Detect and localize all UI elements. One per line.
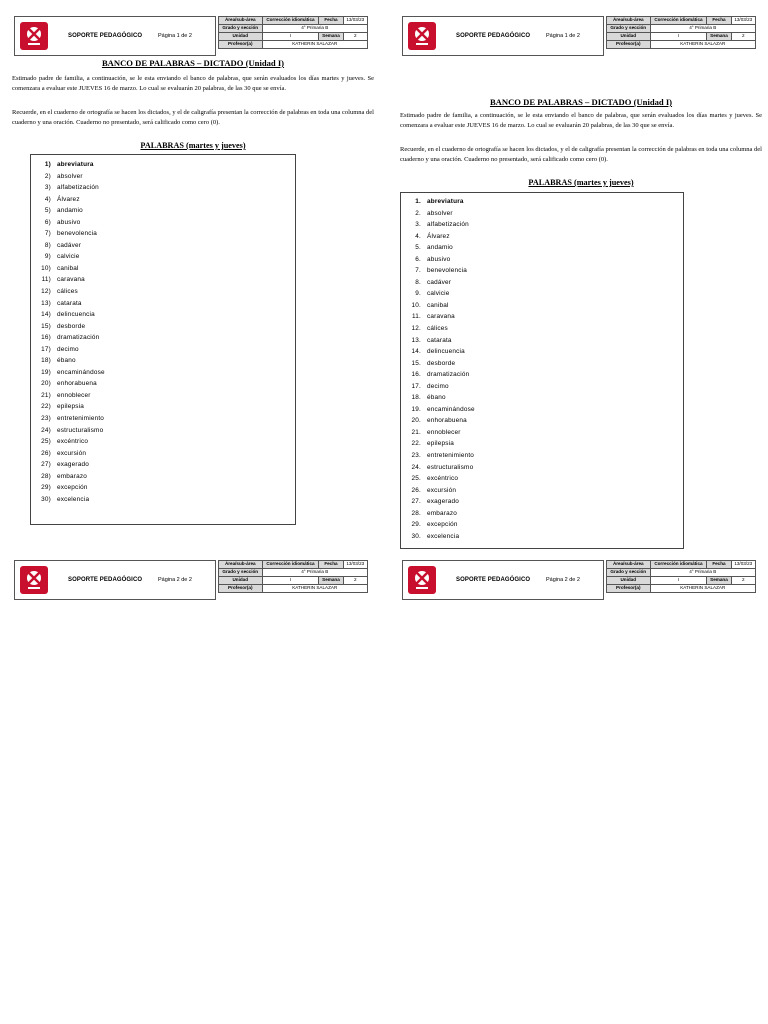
word-text: andamio (427, 244, 453, 252)
word-text: Álvarez (427, 232, 450, 240)
header-title: SOPORTE PEDAGÓGICO (68, 33, 143, 39)
semana-value: 2 (731, 577, 755, 585)
word-number: 5) (44, 207, 51, 215)
document-title: BANCO DE PALABRAS – DICTADO (Unidad I) (489, 97, 673, 107)
word-text: enhorabuena (427, 417, 467, 425)
word-number: 13. (411, 336, 421, 344)
unidad-value: I (262, 577, 319, 585)
profesor-value: KATHERIN SALAZAR (650, 585, 755, 593)
area-value: Corrección idiomática (262, 561, 319, 569)
area-label: Área/sub-área (219, 561, 263, 569)
word-number: 2. (415, 209, 421, 217)
page-header-2 (402, 560, 760, 600)
word-number: 18. (411, 394, 421, 402)
header-box (14, 560, 216, 600)
unidad-label: Unidad (219, 577, 263, 585)
word-number: 3) (44, 184, 51, 192)
word-number: 10) (41, 264, 51, 272)
semana-value: 2 (343, 33, 367, 41)
word-number: 16) (41, 334, 51, 342)
word-list-item (401, 311, 683, 323)
word-list-item (31, 286, 295, 298)
word-number: 9. (415, 290, 421, 298)
word-list-box (400, 192, 684, 549)
word-number: 1) (44, 161, 51, 168)
word-text: desborde (57, 322, 86, 330)
word-text: dramatización (57, 334, 100, 342)
word-list-item (31, 171, 295, 183)
word-number: 30. (411, 532, 421, 540)
fecha-label: Fecha (707, 561, 731, 569)
header-box (14, 16, 216, 56)
word-list-item (401, 196, 683, 208)
area-label: Área/sub-área (219, 17, 263, 25)
word-list-item (401, 277, 683, 289)
word-list-item (401, 231, 683, 243)
word-text: calvicie (427, 290, 450, 298)
word-number: 20) (41, 380, 51, 388)
word-text: excursión (427, 486, 457, 494)
word-list-item (31, 332, 295, 344)
word-number: 29) (41, 484, 51, 492)
word-number: 23) (41, 415, 51, 423)
word-text: encaminándose (57, 368, 105, 376)
word-list-item (401, 404, 683, 416)
word-text: cadáver (427, 278, 452, 286)
word-list-item (31, 298, 295, 310)
word-number: 27) (41, 461, 51, 469)
header-title: SOPORTE PEDAGÓGICO (456, 33, 531, 39)
word-list-item (401, 288, 683, 300)
word-text: absolver (427, 209, 453, 217)
word-list-item (31, 482, 295, 494)
word-text: excepción (427, 521, 458, 529)
words-heading: PALABRAS (martes y jueves) (528, 178, 634, 187)
word-list-item (31, 194, 295, 206)
word-number: 8. (415, 278, 421, 286)
word-number: 11) (41, 276, 51, 284)
grado-label: Grado y sección (219, 569, 263, 577)
word-number: 19. (411, 405, 421, 413)
word-list-item (401, 346, 683, 358)
header-title: SOPORTE PEDAGÓGICO (68, 577, 143, 583)
word-text: excelencia (427, 532, 460, 540)
word-list-item (401, 208, 683, 220)
page-indicator: Página 2 de 2 (546, 577, 580, 583)
word-text: caravana (57, 276, 85, 284)
fecha-value: 13/03/23 (343, 17, 367, 25)
word-number: 13) (41, 299, 51, 307)
word-text: benevolencia (57, 230, 98, 238)
word-text: embarazo (57, 472, 88, 480)
word-text: ébano (427, 394, 446, 402)
word-number: 16. (411, 371, 421, 379)
header-title: SOPORTE PEDAGÓGICO (456, 577, 531, 583)
word-list-item (31, 321, 295, 333)
word-text: absolver (57, 172, 83, 180)
area-value: Corrección idiomática (650, 17, 707, 25)
word-text: Álvarez (57, 195, 80, 203)
word-text: catarata (57, 299, 82, 307)
word-number: 30) (41, 495, 51, 503)
header-info-table (606, 560, 756, 593)
unidad-label: Unidad (219, 33, 263, 41)
word-list-item (401, 531, 683, 543)
word-list-item (31, 494, 295, 506)
semana-label: Semana (319, 33, 343, 41)
word-text: ébano (57, 357, 76, 365)
semana-label: Semana (707, 577, 731, 585)
word-text: alfabetización (427, 221, 469, 229)
word-text: abusivo (57, 218, 81, 226)
word-list-item (31, 425, 295, 437)
word-number: 11. (411, 313, 421, 321)
word-text: entretenimiento (57, 415, 105, 423)
header-info-table (218, 16, 368, 49)
word-text: calvicie (57, 253, 80, 261)
school-logo (20, 566, 48, 594)
word-number: 14. (411, 348, 421, 356)
fecha-label: Fecha (319, 561, 343, 569)
word-text: epilepsia (427, 440, 455, 448)
grado-value: 4° Primaria B (650, 25, 755, 33)
word-list-item (401, 415, 683, 427)
word-number: 5. (415, 244, 421, 252)
fecha-label: Fecha (319, 17, 343, 25)
word-text: excéntrico (57, 438, 89, 446)
word-list-item (31, 159, 295, 171)
fecha-value: 13/03/23 (343, 561, 367, 569)
word-list-item (31, 378, 295, 390)
word-list (401, 196, 683, 542)
word-number: 15) (41, 322, 51, 330)
word-list-item (31, 251, 295, 263)
profesor-label: Profesor(a) (607, 585, 651, 593)
word-text: delincuencia (427, 348, 465, 356)
word-list-item (31, 471, 295, 483)
word-number: 6) (44, 218, 51, 226)
word-list-item (31, 228, 295, 240)
fecha-value: 13/03/23 (731, 561, 755, 569)
page-header-2 (14, 560, 372, 600)
word-number: 6. (415, 255, 421, 263)
profesor-value: KATHERIN SALAZAR (262, 585, 367, 593)
word-text: catarata (427, 336, 452, 344)
word-list-item (401, 519, 683, 531)
word-number: 8) (44, 241, 51, 249)
header-box (402, 16, 604, 56)
word-text: epilepsia (57, 403, 85, 411)
word-text: excéntrico (427, 475, 459, 483)
grado-value: 4° Primaria B (650, 569, 755, 577)
word-list-item (31, 355, 295, 367)
word-list-item (401, 358, 683, 370)
word-number: 3. (415, 221, 421, 229)
fecha-label: Fecha (707, 17, 731, 25)
word-list-item (401, 369, 683, 381)
unidad-value: I (650, 577, 707, 585)
intro-paragraph: Estimado padre de familia, a continuación, se le esta enviando el banco de palabras, que serán evaluados los días martes y jueves. Se comenzara a evaluar este JUEVES 16 de marzo. Lo cual se evaluarán 20 palabras, de las 30 que se envía. (12, 75, 374, 92)
page-indicator: Página 1 de 2 (546, 33, 580, 39)
word-number: 12) (41, 288, 51, 296)
grado-label: Grado y sección (607, 25, 651, 33)
word-number: 4) (44, 195, 51, 203)
school-logo (408, 566, 436, 594)
word-number: 18) (41, 357, 51, 365)
word-text: estructuralismo (427, 463, 474, 471)
word-list-item (401, 508, 683, 520)
word-text: delincuencia (57, 311, 95, 319)
words-heading: PALABRAS (martes y jueves) (140, 141, 246, 150)
document-page-left (8, 0, 378, 1024)
profesor-label: Profesor(a) (607, 41, 651, 49)
word-number: 15. (411, 359, 421, 367)
semana-value: 2 (343, 577, 367, 585)
word-text: excepción (57, 484, 88, 492)
word-text: exagerado (427, 498, 460, 506)
word-text: desborde (427, 359, 456, 367)
word-number: 23. (411, 452, 421, 460)
word-list-item (401, 438, 683, 450)
word-list-item (401, 300, 683, 312)
word-list-item (401, 392, 683, 404)
intro-paragraph: Estimado padre de familia, a continuación, se le esta enviando el banco de palabras, que serán evaluados los días martes y jueves. Se comenzara a evaluar este JUEVES 16 de marzo. Lo cual se evaluarán 20 palabras, de las 30 que se envía. (400, 112, 762, 129)
area-label: Área/sub-área (607, 561, 651, 569)
word-list-item (31, 274, 295, 286)
word-text: enhorabuena (57, 380, 97, 388)
word-number: 28) (41, 472, 51, 480)
word-list-item (31, 390, 295, 402)
page-indicator: Página 2 de 2 (158, 577, 192, 583)
word-number: 28. (411, 509, 421, 517)
word-text: dramatización (427, 371, 470, 379)
word-text: decimo (57, 345, 79, 353)
header-info-table (606, 16, 756, 49)
word-number: 25. (411, 475, 421, 483)
word-number: 4. (415, 232, 421, 240)
word-list-item (31, 448, 295, 460)
word-text: ennoblecer (427, 428, 461, 436)
profesor-label: Profesor(a) (219, 41, 263, 49)
school-logo (20, 22, 48, 50)
word-text: abreviatura (57, 161, 94, 168)
school-logo (408, 22, 436, 50)
profesor-value: KATHERIN SALAZAR (262, 41, 367, 49)
document-page-right (396, 0, 766, 1024)
word-number: 22) (41, 403, 51, 411)
semana-label: Semana (319, 577, 343, 585)
word-text: andamio (57, 207, 83, 215)
word-number: 1. (415, 198, 421, 205)
header-box (402, 560, 604, 600)
word-list-item (401, 335, 683, 347)
word-number: 14) (41, 311, 51, 319)
word-number: 10. (411, 301, 421, 309)
word-list-item (31, 263, 295, 275)
word-text: estructuralismo (57, 426, 104, 434)
word-list-item (31, 240, 295, 252)
word-number: 21) (41, 391, 51, 399)
word-list-item (401, 242, 683, 254)
word-text: embarazo (427, 509, 458, 517)
unidad-value: I (262, 33, 319, 41)
word-text: abusivo (427, 255, 451, 263)
word-list-item (31, 217, 295, 229)
word-text: excelencia (57, 495, 90, 503)
word-number: 25) (41, 438, 51, 446)
word-list-item (401, 265, 683, 277)
fecha-value: 13/03/23 (731, 17, 755, 25)
word-list-item (31, 182, 295, 194)
word-text: canibal (427, 301, 449, 309)
word-list-item (401, 496, 683, 508)
grado-value: 4° Primaria B (262, 25, 367, 33)
word-list-item (401, 323, 683, 335)
word-list-item (31, 367, 295, 379)
word-number: 21. (411, 428, 421, 436)
word-number: 26. (411, 486, 421, 494)
unidad-label: Unidad (607, 577, 651, 585)
unidad-label: Unidad (607, 33, 651, 41)
word-number: 24) (41, 426, 51, 434)
grado-label: Grado y sección (607, 569, 651, 577)
word-text: decimo (427, 382, 449, 390)
page-header-1 (402, 16, 760, 56)
word-list-item (401, 427, 683, 439)
unidad-value: I (650, 33, 707, 41)
word-number: 22. (411, 440, 421, 448)
word-text: cálices (57, 288, 78, 296)
word-text: exagerado (57, 461, 90, 469)
word-text: benevolencia (427, 267, 468, 275)
word-number: 17) (41, 345, 51, 353)
page-indicator: Página 1 de 2 (158, 33, 192, 39)
word-number: 20. (411, 417, 421, 425)
area-label: Área/sub-área (607, 17, 651, 25)
word-list-item (401, 462, 683, 474)
word-number: 2) (44, 172, 51, 180)
word-text: caravana (427, 313, 455, 321)
word-list-item (401, 381, 683, 393)
word-number: 26) (41, 449, 51, 457)
document-title: BANCO DE PALABRAS – DICTADO (Unidad I) (101, 58, 285, 68)
word-number: 27. (411, 498, 421, 506)
word-text: encaminándose (427, 405, 475, 413)
word-text: cadáver (57, 241, 82, 249)
word-list-item (401, 485, 683, 497)
word-number: 29. (411, 521, 421, 529)
word-list (31, 159, 295, 505)
word-text: abreviatura (427, 198, 464, 205)
word-list-item (31, 344, 295, 356)
word-number: 9) (44, 253, 51, 261)
word-list-item (31, 436, 295, 448)
word-list-item (31, 413, 295, 425)
word-number: 19) (41, 368, 51, 376)
word-list-item (401, 219, 683, 231)
semana-label: Semana (707, 33, 731, 41)
grado-label: Grado y sección (219, 25, 263, 33)
word-text: alfabetización (57, 184, 99, 192)
area-value: Corrección idiomática (262, 17, 319, 25)
word-text: canibal (57, 264, 79, 272)
word-number: 7) (44, 230, 51, 238)
word-list-box (30, 154, 296, 525)
word-text: entretenimiento (427, 452, 475, 460)
word-list-item (401, 450, 683, 462)
word-text: ennoblecer (57, 391, 91, 399)
word-list-item (31, 205, 295, 217)
word-number: 24. (411, 463, 421, 471)
word-number: 17. (411, 382, 421, 390)
word-number: 12. (411, 325, 421, 333)
word-list-item (401, 473, 683, 485)
grado-value: 4° Primaria B (262, 569, 367, 577)
semana-value: 2 (731, 33, 755, 41)
profesor-value: KATHERIN SALAZAR (650, 41, 755, 49)
page-header-1 (14, 16, 372, 56)
word-list-item (31, 309, 295, 321)
word-number: 7. (415, 267, 421, 275)
reminder-paragraph: Recuerde, en el cuaderno de ortografía se hacen los dictados, y el de caligrafía presentan la corrección de palabras en toda una columna del cuaderno y una oración. Cuaderno no presentado, será calificado como cero (0). (400, 146, 762, 163)
word-list-item (31, 459, 295, 471)
word-text: excursión (57, 449, 87, 457)
header-info-table (218, 560, 368, 593)
word-text: cálices (427, 325, 448, 333)
profesor-label: Profesor(a) (219, 585, 263, 593)
word-list-item (401, 254, 683, 266)
word-list-item (31, 401, 295, 413)
area-value: Corrección idiomática (650, 561, 707, 569)
reminder-paragraph: Recuerde, en el cuaderno de ortografía se hacen los dictados, y el de caligrafía presentan la corrección de palabras en toda una columna del cuaderno y una oración. Cuaderno no presentado, será calificado como cero (0). (12, 109, 374, 126)
